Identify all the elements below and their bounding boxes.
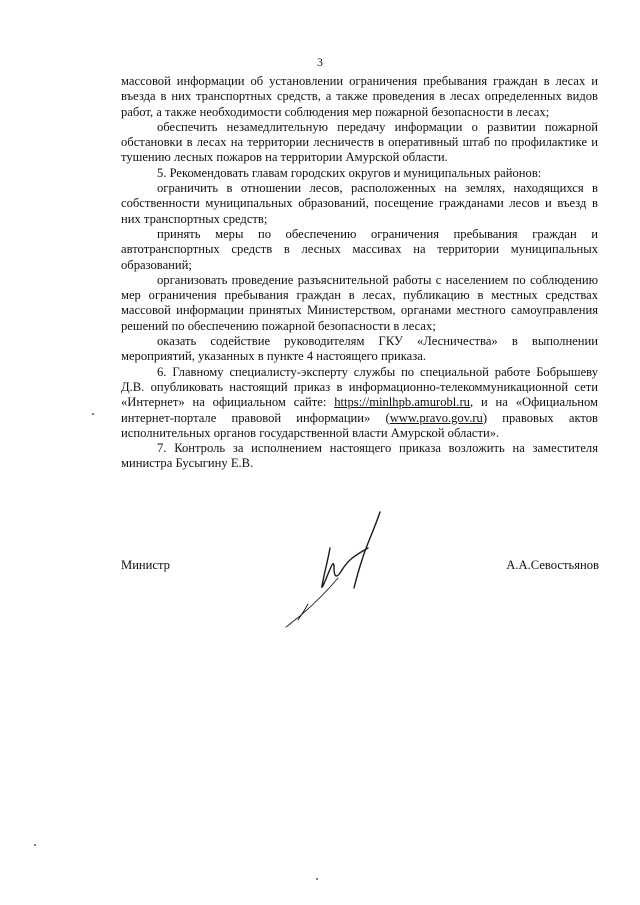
paragraph-6: организовать проведение разъяснительной работы с населением по соблюдению мер ограничения пребывания граждан в лесах, публикацию в местных средствах массовой информации принятых Министерством, органами местного самоуправления решений по обеспечению пожарной безопасности в лесах; (121, 272, 598, 333)
pravo-portal-link[interactable]: www.pravo.gov.ru (389, 410, 483, 425)
ministry-site-link[interactable]: https://minlhpb.amurobl.ru (334, 395, 470, 410)
scan-speck (316, 878, 318, 880)
paragraph-1: массовой информации об установлении ограничения пребывания граждан в лесах и въезда в них транспортных средств, а также проведения в лесах определенных видов работ, а также необходимости соблюдения мер пожарной безопасности в лесах; (121, 74, 598, 119)
paragraph-publication (121, 365, 598, 441)
scan-speck (34, 844, 36, 846)
signatory-name: А.А.Севостьянов (506, 558, 599, 572)
paragraph-4: ограничить в отношении лесов, расположенных на землях, находящихся в собственности муниципальных образований, посещение гражданами лесов и въезд в них транспортных средств; (121, 181, 598, 226)
page-number: 3 (317, 57, 323, 69)
publication-text-after: ) правовых актов исполнительных органов государственной власти Амурской области». (121, 410, 598, 440)
paragraph-5: принять меры по обеспечению ограничения пребывания граждан и автотранспортных средств в лесных массивах на территории муниципальных образований; (121, 226, 598, 272)
paragraph-2: обеспечить незамедлительную передачу информации о развитии пожарной обстановки в лесах на территории лесничеств в оперативный штаб по профилактике и тушению лесных пожаров на территории Амурской области. (121, 119, 598, 165)
signatory-title: Министр (121, 558, 170, 572)
publication-text-middle: , и на «Официальном интернет-портале правовой информации» ( (121, 395, 598, 425)
publication-text-before: 6. Главному специалисту-эксперту службы по специальной работе Бобрышеву Д.В. опубликовать настоящий приказ в информационно-телекоммуникационной сети «Интернет» на официальном сайте: (121, 364, 598, 410)
document-body (121, 74, 598, 472)
paragraph-control: 7. Контроль за исполнением настоящего приказа возложить на заместителя министра Бусыгину Е.В. (121, 441, 598, 471)
handwritten-signature (278, 508, 388, 628)
paragraph-3: 5. Рекомендовать главам городских округов и муниципальных районов: (157, 165, 542, 180)
paragraph-7: оказать содействие руководителям ГКУ «Лесничества» в выполнении мероприятий, указанных в пункте 4 настоящего приказа. (121, 334, 598, 364)
scan-speck (92, 413, 94, 415)
